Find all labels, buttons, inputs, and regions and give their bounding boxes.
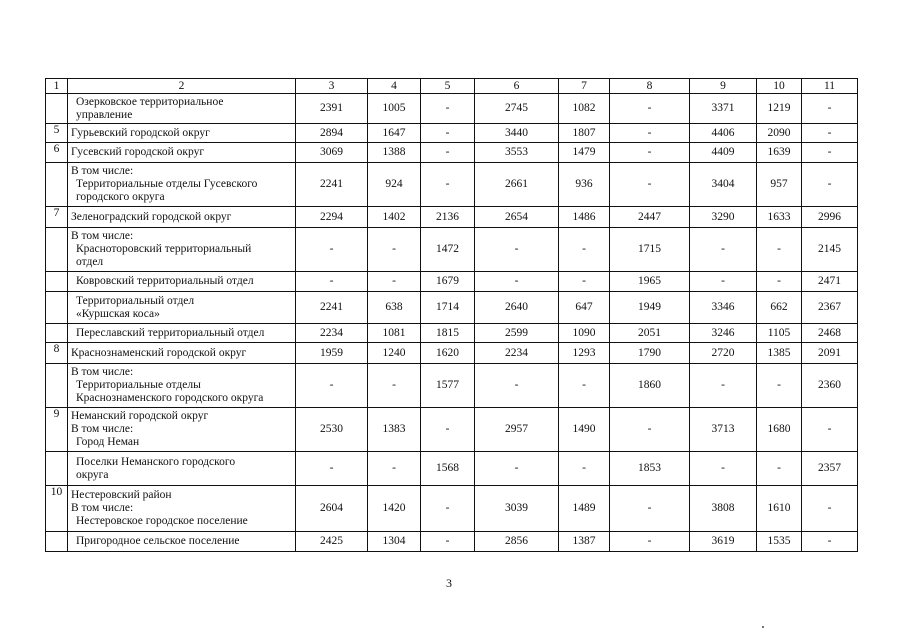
value-cell: 1633 xyxy=(757,207,802,228)
row-number-cell: 10 xyxy=(46,486,68,532)
value-cell: 2357 xyxy=(802,452,858,486)
value-cell: - xyxy=(690,272,757,292)
value-cell: 1304 xyxy=(368,532,421,552)
value-cell: - xyxy=(296,452,368,486)
value-cell: - xyxy=(757,272,802,292)
territory-name-line: Пригородное сельское поселение xyxy=(76,535,240,547)
value-cell: - xyxy=(690,452,757,486)
header-cell: 2 xyxy=(68,79,296,94)
territory-name-cell xyxy=(68,324,296,343)
value-cell: 3553 xyxy=(475,143,559,163)
value-cell: 1293 xyxy=(559,343,610,364)
value-cell: 2530 xyxy=(296,408,368,452)
value-cell: 1535 xyxy=(757,532,802,552)
value-cell: - xyxy=(757,228,802,272)
value-cell: - xyxy=(559,452,610,486)
territory-name-cell xyxy=(68,94,296,124)
value-cell: 4409 xyxy=(690,143,757,163)
territory-name-cell xyxy=(68,207,296,228)
value-cell: - xyxy=(368,228,421,272)
table-row xyxy=(46,343,858,364)
value-cell: 1620 xyxy=(421,343,475,364)
value-cell: 1490 xyxy=(559,408,610,452)
value-cell: 936 xyxy=(559,163,610,207)
scan-speck xyxy=(762,626,764,628)
territory-name-cell xyxy=(68,228,296,272)
value-cell: 1815 xyxy=(421,324,475,343)
value-cell: 2294 xyxy=(296,207,368,228)
territory-name-line: Переславский территориальный отдел xyxy=(76,326,265,339)
value-cell: - xyxy=(690,228,757,272)
value-cell: 1486 xyxy=(559,207,610,228)
value-cell: - xyxy=(368,272,421,292)
value-cell: - xyxy=(296,272,368,292)
table-row xyxy=(46,486,858,532)
value-cell: 3404 xyxy=(690,163,757,207)
row-number-cell xyxy=(46,94,68,124)
header-cell: 6 xyxy=(475,79,559,94)
value-cell: - xyxy=(368,364,421,408)
table-row xyxy=(46,324,858,343)
row-number-cell xyxy=(46,324,68,343)
row-number-cell: 9 xyxy=(46,408,68,452)
value-cell: 2996 xyxy=(802,207,858,228)
value-cell: - xyxy=(802,486,858,532)
value-cell: - xyxy=(421,124,475,143)
table-row xyxy=(46,452,858,486)
page-number: 3 xyxy=(446,576,452,590)
table-row xyxy=(46,532,858,552)
value-cell: 2856 xyxy=(475,532,559,552)
header-cell: 3 xyxy=(296,79,368,94)
value-cell: 1680 xyxy=(757,408,802,452)
value-cell: 3619 xyxy=(690,532,757,552)
value-cell: - xyxy=(610,163,690,207)
value-cell: 1949 xyxy=(610,292,690,324)
value-cell: 2241 xyxy=(296,292,368,324)
value-cell: 2471 xyxy=(802,272,858,292)
value-cell: - xyxy=(802,163,858,207)
territory-name-line: округа xyxy=(76,468,109,481)
value-cell: - xyxy=(296,228,368,272)
value-cell: - xyxy=(690,364,757,408)
value-cell: 3440 xyxy=(475,124,559,143)
territory-name-cell xyxy=(68,408,296,452)
value-cell: - xyxy=(802,408,858,452)
header-row xyxy=(46,79,858,94)
table-row xyxy=(46,408,858,452)
value-cell: 1860 xyxy=(610,364,690,408)
value-cell: 1105 xyxy=(757,324,802,343)
row-number-cell xyxy=(46,292,68,324)
value-cell: - xyxy=(610,532,690,552)
territory-name-line: В том числе: xyxy=(71,366,134,378)
territory-name-cell xyxy=(68,292,296,324)
territory-name-cell xyxy=(68,532,296,552)
value-cell: - xyxy=(610,408,690,452)
header-cell: 4 xyxy=(368,79,421,94)
value-cell: 3290 xyxy=(690,207,757,228)
territory-name-line: «Куршская коса» xyxy=(76,307,160,320)
row-number-cell xyxy=(46,364,68,408)
territory-name-line: Красноторовский территориальный xyxy=(76,243,252,255)
value-cell: 2091 xyxy=(802,343,858,364)
value-cell: - xyxy=(421,94,475,124)
row-number-cell xyxy=(46,163,68,207)
value-cell: - xyxy=(475,364,559,408)
value-cell: 1639 xyxy=(757,143,802,163)
value-cell: - xyxy=(421,163,475,207)
table-row xyxy=(46,124,858,143)
value-cell: 1577 xyxy=(421,364,475,408)
value-cell: 1420 xyxy=(368,486,421,532)
territory-name-line: Неманский городской округ xyxy=(71,410,209,422)
value-cell: - xyxy=(802,532,858,552)
value-cell: 2367 xyxy=(802,292,858,324)
territory-name-line: Гусевский городской округ xyxy=(71,146,205,158)
value-cell: 1082 xyxy=(559,94,610,124)
territory-name-line: Озерковское территориальное xyxy=(76,95,224,108)
value-cell: 3713 xyxy=(690,408,757,452)
data-table xyxy=(45,78,858,552)
row-number-cell xyxy=(46,452,68,486)
table-row xyxy=(46,364,858,408)
territory-name-cell xyxy=(68,486,296,532)
territory-name-cell xyxy=(68,364,296,408)
table-body xyxy=(46,94,858,552)
territory-name-line: Территориальный отдел xyxy=(76,294,195,307)
value-cell: 1219 xyxy=(757,94,802,124)
value-cell: 3246 xyxy=(690,324,757,343)
value-cell: 662 xyxy=(757,292,802,324)
header-cell: 8 xyxy=(610,79,690,94)
row-number-cell xyxy=(46,272,68,292)
value-cell: 1790 xyxy=(610,343,690,364)
value-cell: 2234 xyxy=(296,324,368,343)
value-cell: 647 xyxy=(559,292,610,324)
value-cell: 1005 xyxy=(368,94,421,124)
territory-name-line: Город Неман xyxy=(76,436,140,448)
territory-name-line: В том числе: xyxy=(71,423,134,435)
value-cell: 638 xyxy=(368,292,421,324)
value-cell: 3371 xyxy=(690,94,757,124)
value-cell: 1679 xyxy=(421,272,475,292)
value-cell: 1479 xyxy=(559,143,610,163)
value-cell: 1959 xyxy=(296,343,368,364)
value-cell: 924 xyxy=(368,163,421,207)
value-cell: 1714 xyxy=(421,292,475,324)
row-number-cell: 5 xyxy=(46,124,68,143)
table-row xyxy=(46,292,858,324)
territory-name-cell xyxy=(68,163,296,207)
value-cell: 3346 xyxy=(690,292,757,324)
value-cell: 2640 xyxy=(475,292,559,324)
table-row xyxy=(46,163,858,207)
row-number-cell: 8 xyxy=(46,343,68,364)
table-row xyxy=(46,272,858,292)
value-cell: 2654 xyxy=(475,207,559,228)
value-cell: - xyxy=(421,408,475,452)
value-cell: - xyxy=(802,94,858,124)
value-cell: - xyxy=(757,364,802,408)
territory-name-line: Нестеровский район xyxy=(71,489,172,501)
value-cell: - xyxy=(610,486,690,532)
value-cell: - xyxy=(421,143,475,163)
value-cell: 2136 xyxy=(421,207,475,228)
value-cell: 2145 xyxy=(802,228,858,272)
value-cell: - xyxy=(757,452,802,486)
table-row xyxy=(46,94,858,124)
value-cell: - xyxy=(610,124,690,143)
header-cell: 9 xyxy=(690,79,757,94)
value-cell: 1388 xyxy=(368,143,421,163)
value-cell: - xyxy=(559,364,610,408)
value-cell: 1807 xyxy=(559,124,610,143)
table-row xyxy=(46,228,858,272)
row-number-cell: 6 xyxy=(46,143,68,163)
territory-name-line: отдел xyxy=(76,256,104,268)
territory-name-line: Нестеровское городское поселение xyxy=(76,515,248,527)
value-cell: 1647 xyxy=(368,124,421,143)
value-cell: 1568 xyxy=(421,452,475,486)
value-cell: 2234 xyxy=(475,343,559,364)
value-cell: 2604 xyxy=(296,486,368,532)
value-cell: 2425 xyxy=(296,532,368,552)
value-cell: - xyxy=(421,486,475,532)
value-cell: 2661 xyxy=(475,163,559,207)
row-number-cell: 7 xyxy=(46,207,68,228)
row-number-cell xyxy=(46,532,68,552)
territory-name-line: Территориальные отделы Гусевского xyxy=(76,178,258,190)
value-cell: 2360 xyxy=(802,364,858,408)
table-row xyxy=(46,207,858,228)
header-cell: 10 xyxy=(757,79,802,94)
value-cell: 1472 xyxy=(421,228,475,272)
header-cell: 5 xyxy=(421,79,475,94)
value-cell: 1853 xyxy=(610,452,690,486)
header-cell: 7 xyxy=(559,79,610,94)
value-cell: 2468 xyxy=(802,324,858,343)
value-cell: 1489 xyxy=(559,486,610,532)
territory-name-cell xyxy=(68,343,296,364)
value-cell: 2090 xyxy=(757,124,802,143)
value-cell: 2957 xyxy=(475,408,559,452)
value-cell: 4406 xyxy=(690,124,757,143)
value-cell: - xyxy=(475,452,559,486)
value-cell: 2720 xyxy=(690,343,757,364)
territory-name-line: городского округа xyxy=(76,191,165,203)
value-cell: - xyxy=(368,452,421,486)
row-number-cell xyxy=(46,228,68,272)
territory-name-line: Зеленоградский городской округ xyxy=(71,210,232,223)
table-row xyxy=(46,143,858,163)
value-cell: 2447 xyxy=(610,207,690,228)
value-cell: - xyxy=(802,143,858,163)
value-cell: 2241 xyxy=(296,163,368,207)
territory-name-line: Ковровский территориальный отдел xyxy=(76,275,254,287)
value-cell: 1965 xyxy=(610,272,690,292)
territory-name-cell xyxy=(68,272,296,292)
territory-name-line: В том числе: xyxy=(71,165,134,177)
value-cell: 2599 xyxy=(475,324,559,343)
territory-name-line: В том числе: xyxy=(71,230,134,242)
value-cell: 1715 xyxy=(610,228,690,272)
value-cell: - xyxy=(475,272,559,292)
value-cell: 1081 xyxy=(368,324,421,343)
value-cell: 2745 xyxy=(475,94,559,124)
value-cell: - xyxy=(610,143,690,163)
value-cell: 1090 xyxy=(559,324,610,343)
value-cell: 2391 xyxy=(296,94,368,124)
value-cell: 1402 xyxy=(368,207,421,228)
value-cell: 1610 xyxy=(757,486,802,532)
header-cell: 1 xyxy=(46,79,68,94)
value-cell: - xyxy=(802,124,858,143)
value-cell: 1387 xyxy=(559,532,610,552)
territory-name-line: Поселки Неманского городского xyxy=(76,455,236,468)
value-cell: 957 xyxy=(757,163,802,207)
territory-name-line: Территориальные отделы xyxy=(76,379,201,391)
value-cell: 1240 xyxy=(368,343,421,364)
territory-name-cell xyxy=(68,143,296,163)
value-cell: - xyxy=(559,272,610,292)
territory-name-line: В том числе: xyxy=(71,502,134,514)
value-cell: 2894 xyxy=(296,124,368,143)
value-cell: 3039 xyxy=(475,486,559,532)
value-cell: 3069 xyxy=(296,143,368,163)
value-cell: - xyxy=(475,228,559,272)
territory-name-line: управление xyxy=(76,108,133,121)
value-cell: - xyxy=(610,94,690,124)
value-cell: 1385 xyxy=(757,343,802,364)
value-cell: - xyxy=(421,532,475,552)
territory-name-line: Гурьевский городской округ xyxy=(71,126,210,139)
header-cell: 11 xyxy=(802,79,858,94)
value-cell: 1383 xyxy=(368,408,421,452)
territory-name-cell xyxy=(68,124,296,143)
territory-name-line: Краснознаменский городской округ xyxy=(71,346,247,359)
value-cell: 3808 xyxy=(690,486,757,532)
value-cell: - xyxy=(559,228,610,272)
value-cell: - xyxy=(296,364,368,408)
value-cell: 2051 xyxy=(610,324,690,343)
territory-name-cell xyxy=(68,452,296,486)
territory-name-line: Краснознаменского городского округа xyxy=(76,392,264,404)
